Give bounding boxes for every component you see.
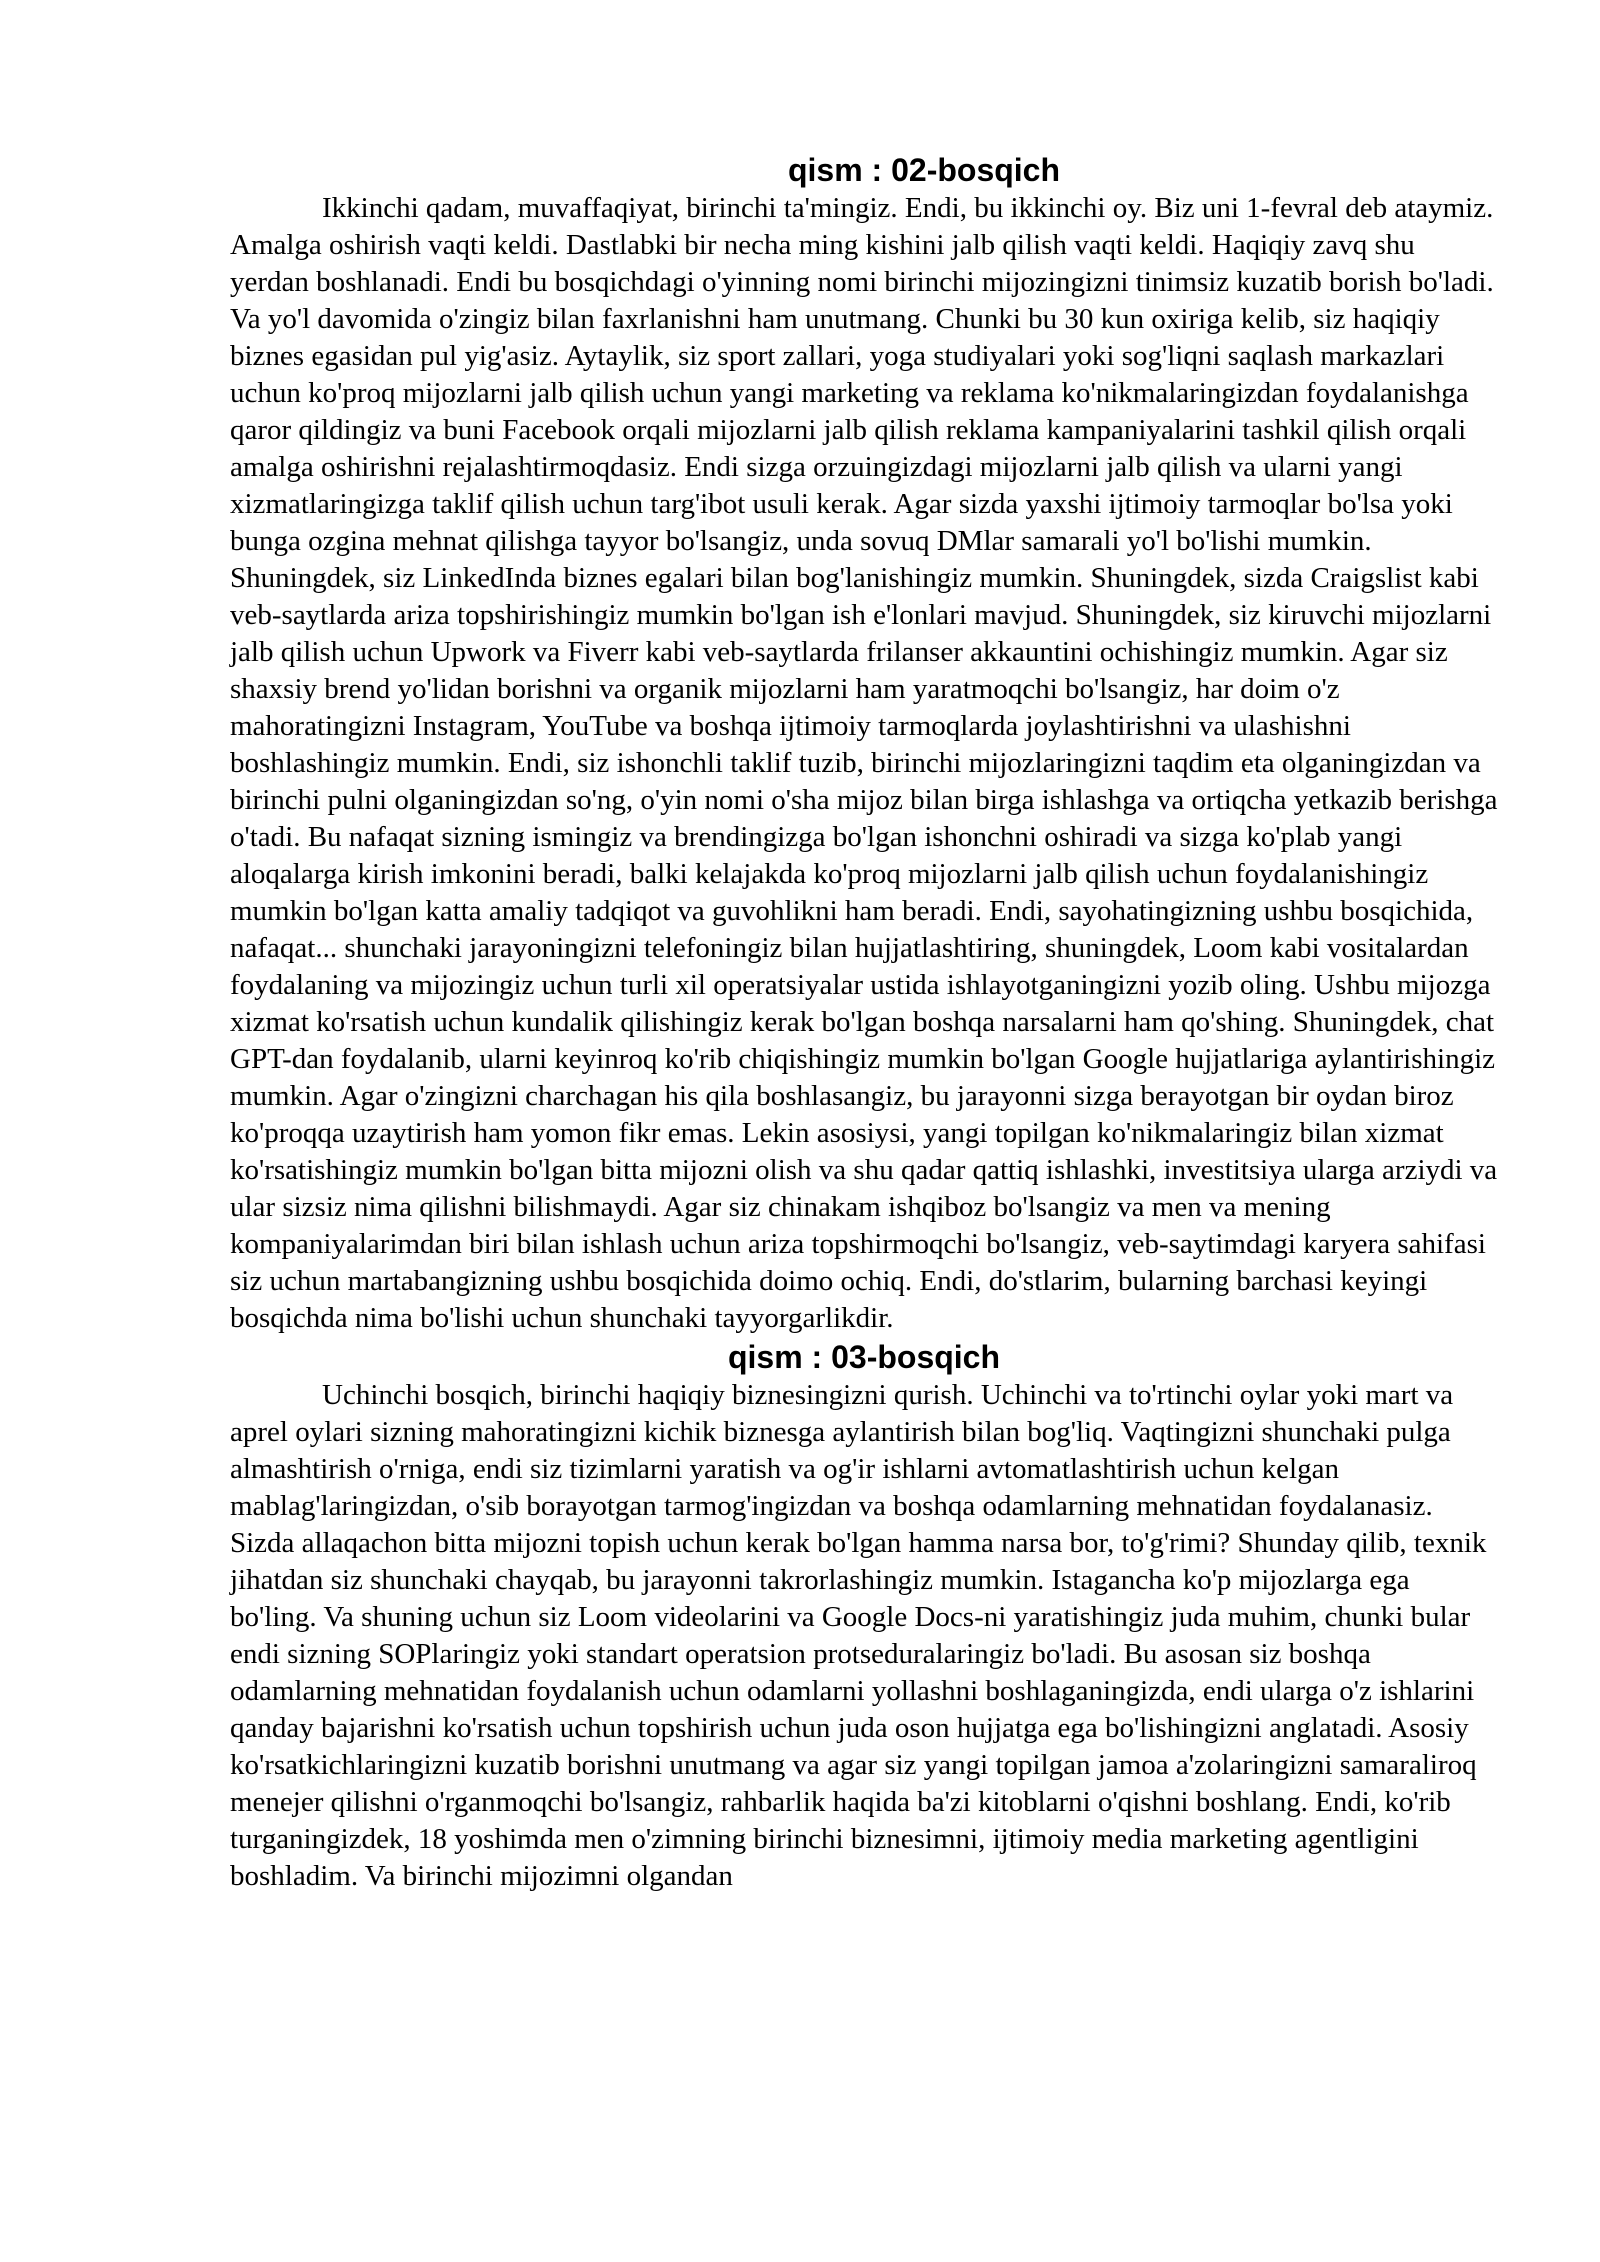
section-heading: qism : 03-bosqich	[727, 1339, 1001, 1375]
section-paragraph: Uchinchi bosqich, birinchi haqiqiy biznesingizni qurish. Uchinchi va to'rtinchi oylar yoki mart va aprel oylari sizning mahoratingizni kichik biznesga aylantirish bilan bog'liq. Vaqtingizni shunchaki pulga almashtirish o'rniga, endi siz tizimlarni yaratish va og'ir ishlarni avtomatlashtirish uchun kelgan mablag'laringizdan, o'sib borayotgan tarmog'ingizdan va boshqa odamlarning mehnatidan foydalanasiz. Sizda allaqachon bitta mijozni topish uchun kerak bo'lgan hamma narsa bor, to'g'rimi? Shunday qilib, texnik jihatdan siz shunchaki chayqab, bu jarayonni takrorlashingiz mumkin. Istagancha ko'p mijozlarga ega bo'ling. Va shuning uchun siz Loom videolarini va Google Docs-ni yaratishingiz juda muhim, chunki bular endi sizning SOPlaringiz yoki standart operatsion protseduralaringiz bo'ladi. Bu asosan siz boshqa odamlarning mehnatidan foydalanish uchun odamlarni yollashni boshlaganingizda, endi ularga o'z ishlarini qanday bajarishni ko'rsatish uchun topshirish uchun juda oson hujjatga ega bo'lishingizni anglatadi. Asosiy ko'rsatkichlaringizni kuzatib borishni unutmang va agar siz yangi topilgan jamoa a'zolaringizni samaraliroq menejer qilishni o'rganmoqchi bo'lsangiz, rahbarlik haqida ba'zi kitoblarni o'qishni boshlang. Endi, ko'rib turganingizdek, 18 yoshimda men o'zimning birinchi biznesimni, ijtimoiy media marketing agentligini boshladim. Va birinchi mijozimni olgandan	[230, 1379, 1487, 1892]
section-heading: qism : 02-bosqich	[787, 152, 1061, 188]
section-03	[230, 1337, 1498, 1895]
document-page	[230, 150, 1498, 1895]
section-paragraph: Ikkinchi qadam, muvaffaqiyat, birinchi ta'mingiz. Endi, bu ikkinchi oy. Biz uni 1-fevral deb ataymiz. Amalga oshirish vaqti keldi. Dastlabki bir necha ming kishini jalb qilish vaqti keldi. Haqiqiy zavq shu yerdan boshlanadi. Endi bu bosqichdagi o'yinning nomi birinchi mijozingizni tinimsiz kuzatib borish bo'ladi. Va yo'l davomida o'zingiz bilan faxrlanishni ham unutmang. Chunki bu 30 kun oxiriga kelib, siz haqiqiy biznes egasidan pul yig'asiz. Aytaylik, siz sport zallari, yoga studiyalari yoki sog'liqni saqlash markazlari uchun ko'proq mijozlarni jalb qilish uchun yangi marketing va reklama ko'nikmalaringizdan foydalanishga qaror qildingiz va buni Facebook orqali mijozlarni jalb qilish reklama kampaniyalarini tashkil qilish orqali amalga oshirishni rejalashtirmoqdasiz. Endi sizga orzuingizdagi mijozlarni jalb qilish va ularni yangi xizmatlaringizga taklif qilish uchun targ'ibot usuli kerak. Agar sizda yaxshi ijtimoiy tarmoqlar bo'lsa yoki bunga ozgina mehnat qilishga tayyor bo'lsangiz, unda sovuq DMlar samarali yo'l bo'lishi mumkin. Shuningdek, siz LinkedInda biznes egalari bilan bog'lanishingiz mumkin. Shuningdek, sizda Craigslist kabi veb-saytlarda ariza topshirishingiz mumkin bo'lgan ish e'lonlari mavjud. Shuningdek, siz kiruvchi mijozlarni jalb qilish uchun Upwork va Fiverr kabi veb-saytlarda frilanser akkauntini ochishingiz mumkin. Agar siz shaxsiy brend yo'lidan borishni va organik mijozlarni ham yaratmoqchi bo'lsangiz, har doim o'z mahoratingizni Instagram, YouTube va boshqa ijtimoiy tarmoqlarda joylashtirishni va ulashishni boshlashingiz mumkin. Endi, siz ishonchli taklif tuzib, birinchi mijozlaringizni taqdim eta olganingizdan va birinchi pulni olganingizdan so'ng, o'yin nomi o'sha mijoz bilan birga ishlashga va ortiqcha yetkazib berishga o'tadi. Bu nafaqat sizning ismingiz va brendingizga bo'lgan ishonchni oshiradi va sizga ko'plab yangi aloqalarga kirish imkonini beradi, balki kelajakda ko'proq mijozlarni jalb qilish uchun foydalanishingiz mumkin bo'lgan katta amaliy tadqiqot va guvohlikni ham beradi. Endi, sayohatingizning ushbu bosqichida, nafaqat... shunchaki jarayoningizni telefoningiz bilan hujjatlashtiring, shuningdek, Loom kabi vositalardan foydalaning va mijozingiz uchun turli xil operatsiyalar ustida ishlayotganingizni yozib oling. Ushbu mijozga xizmat ko'rsatish uchun kundalik qilishingiz kerak bo'lgan boshqa narsalarni ham qo'shing. Shuningdek, chat GPT-dan foydalanib, ularni keyinroq ko'rib chiqishingiz mumkin bo'lgan Google hujjatlariga aylantirishingiz mumkin. Agar o'zingizni charchagan his qila boshlasangiz, bu jarayonni sizga berayotgan bir oydan biroz ko'proqqa uzaytirish ham yomon fikr emas. Lekin asosiysi, yangi topilgan ko'nikmalaringiz bilan xizmat ko'rsatishingiz mumkin bo'lgan bitta mijozni olish va shu qadar qattiq ishlashki, investitsiya ularga arziydi va ular sizsiz nima qilishni bilishmaydi. Agar siz chinakam ishqiboz bo'lsangiz va men va mening kompaniyalarimdan biri bilan ishlash uchun ariza topshirmoqchi bo'lsangiz, veb-saytimdagi karyera sahifasi siz uchun martabangizning ushbu bosqichida doimo ochiq. Endi, do'stlarim, bularning barchasi keyingi bosqichda nima bo'lishi uchun shunchaki tayyorgarlikdir.	[230, 192, 1498, 1334]
section-02	[230, 150, 1498, 1337]
